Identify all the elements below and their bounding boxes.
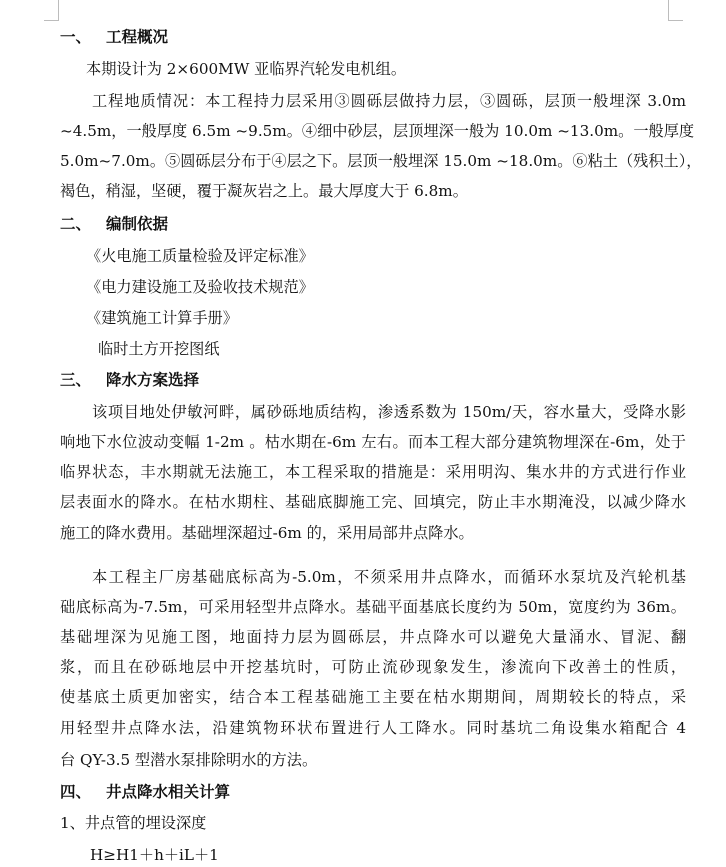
paragraph-line: 础底标高为-7.5m，可采用轻型井点降水。基础平面基底长度约为 50m，宽度约为 36m。 <box>60 598 686 616</box>
section-heading-4 <box>60 782 686 802</box>
section-number: 一、 <box>60 27 92 46</box>
paragraph-line: 基础埋深为见施工图，地面持力层为圆砾层，井点降水可以避免大量涌水、冒泥、翻 <box>60 628 686 646</box>
section-number: 四、 <box>60 782 92 801</box>
paragraph-line: 用轻型井点降水法，沿建筑物环状布置进行人工降水。同时基坑二角设集水箱配合 4 <box>60 719 686 737</box>
section-heading-2 <box>60 214 686 234</box>
section-number: 二、 <box>60 214 92 233</box>
basis-item: 《火电施工质量检验及评定标准》 <box>86 247 314 265</box>
section-title: 工程概况 <box>106 27 169 46</box>
paragraph-line: 5.0m~7.0m。⑤圆砾层分布于④层之下。层顶一般埋深 15.0m ~18.0m。⑥粘土（残积土）， <box>60 152 702 170</box>
paragraph-line: 台 QY-3.5 型潜水泵排除明水的方法。 <box>60 751 318 769</box>
paragraph-line: 工程地质情况：本工程持力层采用③圆砾层做持力层，③圆砾，层顶一般埋深 3.0m <box>92 92 686 110</box>
basis-item: 《电力建设施工及验收技术规范》 <box>86 278 314 296</box>
section-heading-1 <box>60 27 686 47</box>
paragraph-line: 使基底土质更加密实，结合本工程基础施工主要在枯水期期间，周期较长的特点，采 <box>60 688 686 706</box>
paragraph-line: 本期设计为 2×600MW 亚临界汽轮发电机组。 <box>86 60 407 78</box>
subheading: 1、井点管的埋设深度 <box>60 814 207 832</box>
paragraph-line: 浆，而且在砂砾地层中开挖基坑时，可防止流砂现象发生，渗流向下改善土的性质， <box>60 658 686 676</box>
paragraph-line: 响地下水位波动变幅 1-2m 。枯水期在-6m 左右。而本工程大部分建筑物埋深在-6m，处于 <box>60 433 686 451</box>
section-title: 降水方案选择 <box>106 370 200 389</box>
paragraph-line: 该项目地处伊敏河畔，属砂砾地质结构，渗透系数为 150m/天，容水量大，受降水影 <box>92 403 686 421</box>
formula: H≥H1＋h＋iL＋1 <box>90 846 219 864</box>
paragraph-line: 褐色，稍湿，坚硬，覆于凝灰岩之上。最大厚度大于 6.8m。 <box>60 182 468 200</box>
section-title: 编制依据 <box>106 214 169 233</box>
paragraph-line: ~4.5m，一般厚度 6.5m ~9.5m。④细中砂层，层顶埋深一般为 10.0m ~13.0m。一般厚度 <box>60 122 695 140</box>
section-number: 三、 <box>60 370 92 389</box>
paragraph-line: 层表面水的降水。在枯水期柱、基础底脚施工完、回填完，防止丰水期淹没，以减少降水 <box>60 493 686 511</box>
crop-mark-top-left <box>44 0 59 21</box>
basis-item: 临时土方开挖图纸 <box>98 340 220 358</box>
paragraph-line: 施工的降水费用。基础埋深超过-6m 的，采用局部井点降水。 <box>60 524 474 542</box>
paragraph-line: 本工程主厂房基础底标高为-5.0m，不须采用井点降水，而循环水泵坑及汽轮机基 <box>92 568 686 586</box>
paragraph-line: 临界状态，丰水期就无法施工，本工程采取的措施是：采用明沟、集水井的方式进行作业 <box>60 463 686 481</box>
section-title: 井点降水相关计算 <box>106 782 231 801</box>
basis-item: 《建筑施工计算手册》 <box>86 309 238 327</box>
crop-mark-top-right <box>668 0 683 21</box>
section-heading-3 <box>60 370 686 390</box>
